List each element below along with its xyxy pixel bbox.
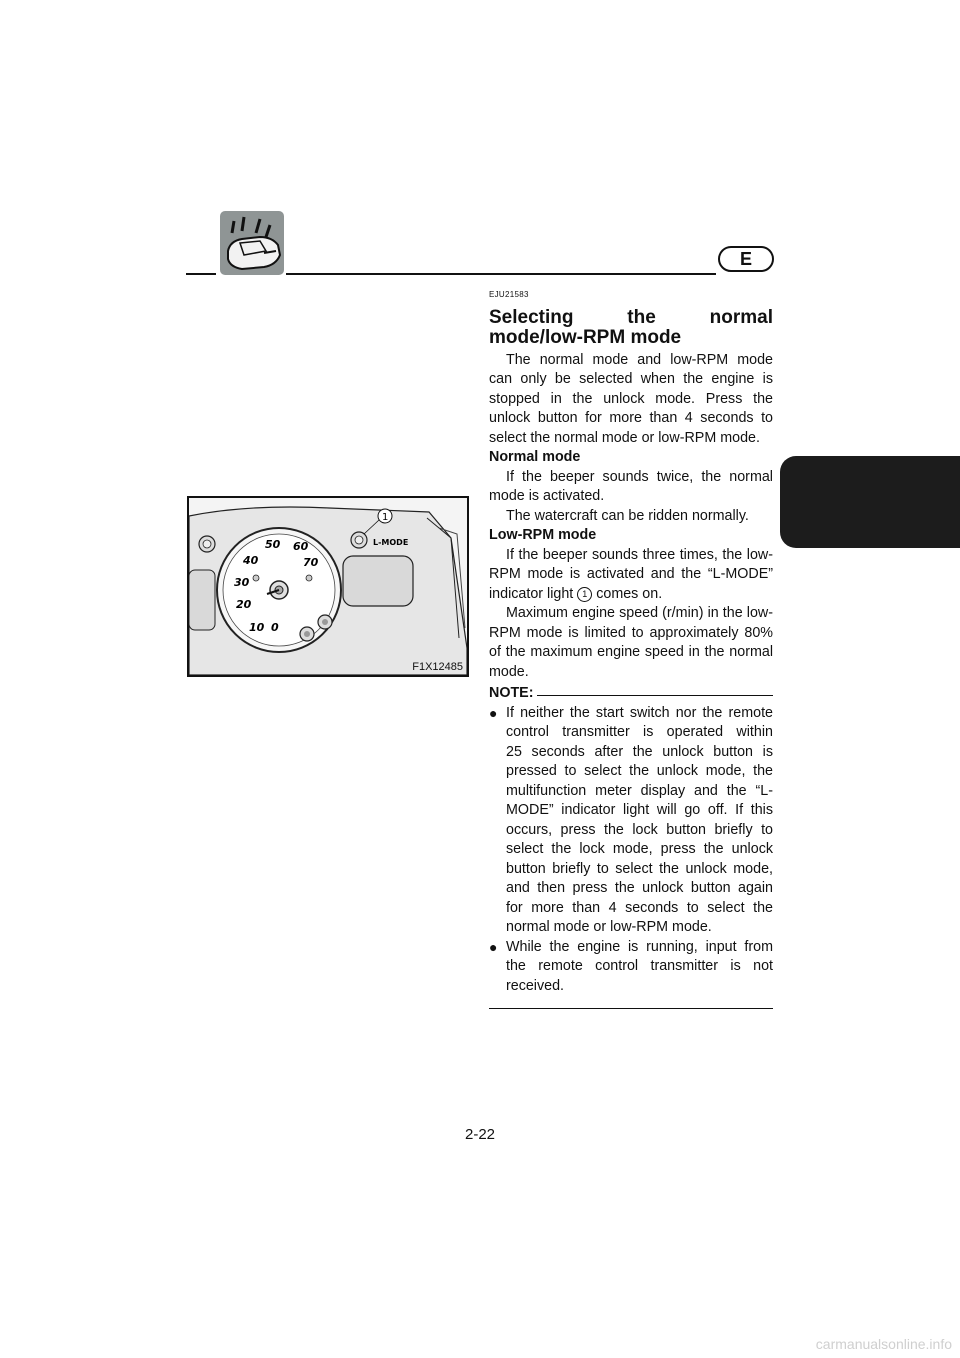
bullet-icon: ● (489, 704, 498, 721)
instrument-panel-figure (187, 496, 469, 677)
figure-code: F1X12485 (412, 661, 463, 673)
figure-callout: 1 (382, 512, 389, 523)
bullet-icon: ● (489, 938, 498, 955)
gauge-number: 70 (303, 556, 319, 569)
low-rpm-mode-text-1 (489, 546, 773, 605)
note-header (489, 684, 773, 704)
normal-mode-heading: Normal mode (489, 449, 581, 465)
gauge-number: 40 (243, 554, 259, 567)
normal-mode-text-1: If the beeper sounds twice, the normal mode is activated. (489, 468, 773, 504)
language-badge: E (718, 246, 774, 272)
intro-paragraph: The normal mode and low-RPM mode can only be selected when the engine is stopped in the unlock mode. Press the unlock button for more than 4 seconds to select the normal mode or low-RPM mode. (489, 351, 773, 446)
note-end-rule (489, 1008, 773, 1009)
note-item (489, 704, 773, 938)
gauge-number: 10 (249, 621, 265, 634)
note-item-text: While the engine is running, input from the remote control transmitter is not received. (506, 938, 773, 994)
callout-marker: 1 (577, 587, 592, 602)
gauge-number: 20 (236, 598, 252, 611)
header-rule-right (286, 273, 716, 275)
note-rule (537, 695, 773, 696)
chapter-tab (780, 456, 820, 548)
watercraft-icon (220, 211, 284, 275)
gauge-number: 30 (234, 576, 250, 589)
header-rule-left (186, 273, 216, 275)
chapter-tab-edge (818, 456, 960, 548)
low-rpm-mode-text-2: Maximum engine speed (r/min) in the low-RPM mode is limited to approximately 80% of the maximum engine speed in the normal mode. (489, 605, 773, 680)
note-item (489, 938, 773, 997)
main-content (489, 285, 773, 1009)
l-mode-label: L-MODE (373, 538, 409, 547)
page-number: 2-22 (464, 1126, 496, 1143)
low-rpm-text-after: comes on. (596, 585, 663, 602)
normal-mode-text-2: The watercraft can be ridden normally. (506, 507, 749, 524)
gauge-number: 0 (271, 621, 279, 634)
gauge-number: 50 (265, 538, 281, 551)
watermark: carmanualsonline.info (815, 1336, 952, 1352)
section-title: Selecting the normal mode/low-RPM mode (489, 306, 773, 348)
low-rpm-mode-heading: Low-RPM mode (489, 527, 597, 543)
document-code: EJU21583 (489, 290, 529, 299)
note-label: NOTE: (489, 685, 534, 701)
low-rpm-text-before: If the beeper sounds three times, the low-RPM mode is activated and the “L-MODE” indicator light (489, 546, 773, 602)
meter-illustration (189, 498, 467, 675)
gauge-number: 60 (293, 540, 309, 553)
note-item-text: If neither the start switch nor the remote control transmitter is operated within 25 seconds after the unlock button is pressed to select the unlock mode, the multifunction meter display and the “L-MODE” indicator light will go off. If this occurs, press the lock button briefly to select the lock mode, press the unlock button briefly to select the unlock mode, and then press the unlock button again for more than 4 seconds to select the normal mode or low-RPM mode. (506, 704, 773, 935)
